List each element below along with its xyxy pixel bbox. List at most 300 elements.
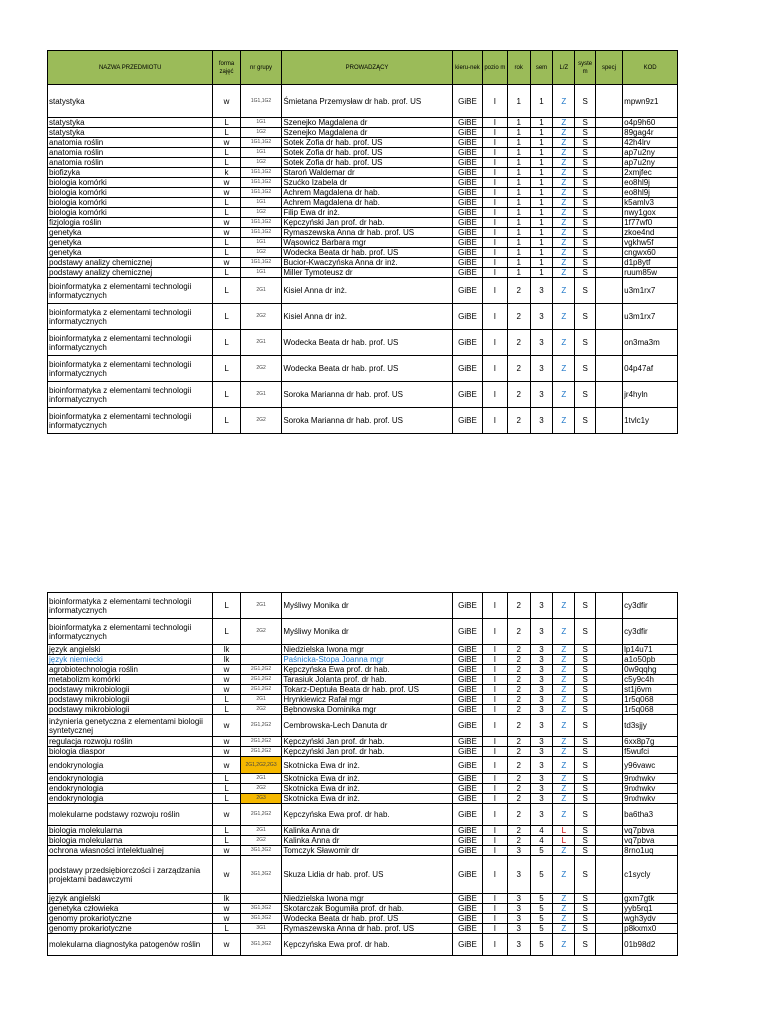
cell-semester: 3 [530,757,552,774]
cell-level: I [483,148,507,158]
cell-course-name: genetyka [48,248,213,258]
cell-system: S [575,757,595,774]
table-row [48,128,678,138]
cell-direction: GiBE [452,924,482,934]
cell-group: 1G1 [240,198,282,208]
cell-specialization [595,904,622,914]
cell-form: L [213,208,240,218]
cell-system: S [575,737,595,747]
cell-code: eo8hl9j [623,178,678,188]
cell-form: w [213,218,240,228]
table-row [48,645,678,655]
table-row [48,804,678,826]
cell-level: I [483,826,507,836]
header-cell: pozio m [483,51,507,85]
cell-system: S [575,934,595,956]
cell-teacher: Kępczyński Jan prof. dr hab. [282,737,452,747]
cell-course-name: bioinformatyka z elementami technologii informatycznych [48,304,213,330]
cell-form: L [213,924,240,934]
cell-system: S [575,278,595,304]
table-row [48,675,678,685]
cell-form: w [213,804,240,826]
cell-course-name: biologia komórki [48,188,213,198]
cell-year: 2 [507,705,530,715]
header-cell: KOD [623,51,678,85]
cell-year: 3 [507,914,530,924]
cell-group: 2G1,2G2,2G3 [240,757,282,774]
cell-specialization [595,757,622,774]
cell-course-name: agrobiotechnologia roślin [48,665,213,675]
cell-specialization [595,645,622,655]
cell-term: Z [553,934,575,956]
cell-year: 1 [507,128,530,138]
cell-code: 01b98d2 [623,934,678,956]
cell-year: 2 [507,836,530,846]
cell-system: S [575,715,595,737]
table-row [48,737,678,747]
cell-direction: GiBE [452,794,482,804]
cell-level: I [483,128,507,138]
table-row [48,304,678,330]
cell-specialization [595,258,622,268]
table-row [48,218,678,228]
table-row [48,330,678,356]
cell-semester: 5 [530,924,552,934]
cell-term: Z [553,705,575,715]
cell-semester: 3 [530,685,552,695]
cell-year: 1 [507,168,530,178]
cell-code: ap7u2ny [623,148,678,158]
cell-teacher: Cembrowska-Lech Danuta dr [282,715,452,737]
cell-teacher: Tarasiuk Jolanta prof. dr hab. [282,675,452,685]
table-row [48,924,678,934]
cell-form: L [213,705,240,715]
table-row [48,278,678,304]
cell-code: 9nxhwkv [623,784,678,794]
cell-code: vq7pbva [623,826,678,836]
cell-specialization [595,747,622,757]
cell-system: S [575,894,595,904]
table-row [48,715,678,737]
cell-specialization [595,278,622,304]
cell-term: Z [553,894,575,904]
table-row [48,619,678,645]
cell-level: I [483,846,507,856]
cell-year: 2 [507,685,530,695]
cell-level: I [483,904,507,914]
cell-year: 1 [507,188,530,198]
cell-year: 2 [507,747,530,757]
cell-teacher: Wodecka Beata dr hab. prof. US [282,356,452,382]
cell-semester: 1 [530,248,552,258]
cell-code: ba6tha3 [623,804,678,826]
cell-code: vgkhw5f [623,238,678,248]
cell-level: I [483,208,507,218]
cell-group: 1G1,1G2 [240,178,282,188]
cell-teacher: Skuza Lidia dr hab. prof. US [282,856,452,894]
cell-level: I [483,784,507,794]
cell-semester: 3 [530,774,552,784]
cell-code: wgh3ydv [623,914,678,924]
cell-group: 2G3 [240,794,282,804]
cell-term: Z [553,408,575,434]
cell-code: o4p9h60 [623,118,678,128]
cell-code: gxm7gtk [623,894,678,904]
table-row [48,685,678,695]
cell-direction: GiBE [452,846,482,856]
cell-form: w [213,178,240,188]
cell-course-name: bioinformatyka z elementami technologii informatycznych [48,593,213,619]
cell-group: 2G1,2G2 [240,715,282,737]
cell-group: 2G1,2G2 [240,685,282,695]
course-table-bottom [47,592,678,956]
cell-code: cy3dfir [623,593,678,619]
cell-group: 2G1,2G2 [240,675,282,685]
cell-term: Z [553,593,575,619]
header-cell: kieru-nek [452,51,482,85]
cell-form: w [213,747,240,757]
table-row [48,695,678,705]
cell-specialization [595,784,622,794]
cell-semester: 1 [530,128,552,138]
cell-course-name: statystyka [48,128,213,138]
cell-system: S [575,178,595,188]
cell-semester: 3 [530,747,552,757]
cell-level: I [483,665,507,675]
cell-year: 2 [507,408,530,434]
cell-code: zkoe4nd [623,228,678,238]
cell-semester: 4 [530,836,552,846]
table-row [48,158,678,168]
cell-semester: 5 [530,914,552,924]
cell-teacher: Myśliwy Monika dr [282,619,452,645]
cell-code: 2xmjfec [623,168,678,178]
cell-direction: GiBE [452,148,482,158]
cell-teacher: Skotnicka Ewa dr inż. [282,784,452,794]
cell-system: S [575,168,595,178]
cell-form: L [213,774,240,784]
cell-form: L [213,836,240,846]
cell-year: 1 [507,138,530,148]
cell-group: 2G1 [240,826,282,836]
cell-level: I [483,382,507,408]
cell-teacher: Wodecka Beata dr hab. prof. US [282,248,452,258]
cell-teacher: Szenejko Magdalena dr [282,118,452,128]
table-row [48,118,678,128]
cell-group: 2G1,2G2 [240,804,282,826]
cell-term: Z [553,258,575,268]
cell-level: I [483,924,507,934]
cell-group: 2G1 [240,593,282,619]
cell-term: Z [553,685,575,695]
cell-teacher: Skotnicka Ewa dr inż. [282,794,452,804]
cell-teacher: Hrynkiewicz Rafał mgr [282,695,452,705]
cell-code: 8rno1uq [623,846,678,856]
cell-form: L [213,826,240,836]
cell-direction: GiBE [452,248,482,258]
cell-teacher: Kępczyński Jan prof. dr hab. [282,218,452,228]
cell-form: w [213,757,240,774]
cell-term: Z [553,138,575,148]
table-row [48,593,678,619]
cell-direction: GiBE [452,382,482,408]
cell-teacher: Soroka Marianna dr hab. prof. US [282,408,452,434]
cell-level: I [483,168,507,178]
cell-year: 2 [507,356,530,382]
cell-course-name: bioinformatyka z elementami technologii informatycznych [48,330,213,356]
cell-code: cy3dfir [623,619,678,645]
cell-year: 2 [507,757,530,774]
cell-level: I [483,715,507,737]
cell-course-name: język angielski [48,645,213,655]
cell-course-name: podstawy analizy chemicznej [48,268,213,278]
cell-teacher: Skotarczak Bogumiła prof. dr hab. [282,904,452,914]
cell-level: I [483,894,507,904]
cell-level: I [483,705,507,715]
cell-form: L [213,198,240,208]
cell-direction: GiBE [452,408,482,434]
cell-form: L [213,619,240,645]
cell-year: 2 [507,382,530,408]
cell-term: Z [553,178,575,188]
cell-teacher: Kępczyńska Ewa prof. dr hab. [282,665,452,675]
cell-code: 1f77wf0 [623,218,678,228]
cell-term: Z [553,715,575,737]
cell-system: S [575,356,595,382]
cell-teacher: Kępczyński Jan prof. dr hab. [282,747,452,757]
cell-system: S [575,228,595,238]
header-cell: NAZWA PRZEDMIOTU [48,51,213,85]
cell-form: L [213,128,240,138]
cell-code: td3sjjy [623,715,678,737]
cell-direction: GiBE [452,747,482,757]
cell-semester: 3 [530,715,552,737]
cell-form: w [213,228,240,238]
cell-group: 1G2 [240,208,282,218]
cell-direction: GiBE [452,158,482,168]
cell-term: Z [553,737,575,747]
cell-form: w [213,665,240,675]
cell-specialization [595,178,622,188]
cell-system: S [575,685,595,695]
cell-system: S [575,85,595,118]
table-row [48,138,678,148]
cell-year: 2 [507,715,530,737]
table-row [48,914,678,924]
cell-semester: 5 [530,904,552,914]
cell-teacher: Achrem Magdalena dr hab. [282,198,452,208]
cell-system: S [575,304,595,330]
cell-direction: GiBE [452,655,482,665]
cell-specialization [595,118,622,128]
cell-level: I [483,268,507,278]
cell-system: S [575,846,595,856]
cell-system: S [575,248,595,258]
cell-level: I [483,228,507,238]
cell-semester: 3 [530,665,552,675]
cell-teacher: Kisiel Anna dr inż. [282,304,452,330]
cell-level: I [483,593,507,619]
cell-course-name: bioinformatyka z elementami technologii informatycznych [48,356,213,382]
cell-code: 6xx8p7g [623,737,678,747]
cell-specialization [595,856,622,894]
cell-system: S [575,904,595,914]
cell-course-name: język niemiecki [48,655,213,665]
cell-semester: 1 [530,238,552,248]
cell-direction: GiBE [452,665,482,675]
cell-term: Z [553,846,575,856]
cell-semester: 5 [530,894,552,904]
cell-group: 1G1 [240,148,282,158]
cell-level: I [483,258,507,268]
cell-form: w [213,934,240,956]
cell-semester: 3 [530,737,552,747]
cell-direction: GiBE [452,685,482,695]
cell-code: nwy1gox [623,208,678,218]
cell-system: S [575,655,595,665]
cell-semester: 1 [530,218,552,228]
cell-form: lk [213,655,240,665]
cell-system: S [575,774,595,784]
cell-code: p8kxmx0 [623,924,678,934]
cell-direction: GiBE [452,784,482,794]
cell-specialization [595,330,622,356]
cell-semester: 1 [530,258,552,268]
cell-year: 3 [507,894,530,904]
cell-course-name: genetyka człowieka [48,904,213,914]
cell-direction: GiBE [452,934,482,956]
cell-form: L [213,248,240,258]
cell-direction: GiBE [452,304,482,330]
cell-group [240,655,282,665]
cell-course-name: język angielski [48,894,213,904]
cell-system: S [575,675,595,685]
cell-course-name: biologia diaspor [48,747,213,757]
cell-course-name: podstawy mikrobiologii [48,705,213,715]
table-row [48,904,678,914]
cell-group: 1G1,1G2 [240,258,282,268]
cell-direction: GiBE [452,619,482,645]
cell-course-name: biologia komórki [48,198,213,208]
cell-term: Z [553,228,575,238]
table-row [48,655,678,665]
table-row [48,85,678,118]
cell-term: Z [553,695,575,705]
cell-system: S [575,218,595,228]
course-table-top [47,50,678,434]
cell-specialization [595,846,622,856]
table-row [48,836,678,846]
cell-direction: GiBE [452,804,482,826]
cell-course-name: anatomia roślin [48,158,213,168]
cell-group: 1G1,1G2 [240,228,282,238]
cell-group: 2G2 [240,408,282,434]
cell-course-name: podstawy analizy chemicznej [48,258,213,268]
cell-term: L [553,836,575,846]
cell-year: 2 [507,784,530,794]
header-cell: rok [507,51,530,85]
cell-specialization [595,695,622,705]
cell-direction: GiBE [452,904,482,914]
cell-semester: 3 [530,695,552,705]
cell-specialization [595,158,622,168]
cell-teacher: Bucior-Kwaczyńska Anna dr inż. [282,258,452,268]
cell-year: 2 [507,619,530,645]
table-row [48,168,678,178]
cell-year: 2 [507,593,530,619]
cell-direction: GiBE [452,168,482,178]
cell-semester: 1 [530,268,552,278]
cell-form: lk [213,894,240,904]
cell-level: I [483,655,507,665]
cell-direction: GiBE [452,856,482,894]
cell-teacher: Niedzielska Iwona mgr [282,894,452,904]
cell-group: 2G2 [240,784,282,794]
cell-level: I [483,408,507,434]
cell-level: I [483,695,507,705]
cell-code: c1sycly [623,856,678,894]
cell-system: S [575,382,595,408]
cell-course-name: biologia komórki [48,178,213,188]
cell-specialization [595,737,622,747]
cell-course-name: podstawy mikrobiologii [48,685,213,695]
cell-direction: GiBE [452,188,482,198]
cell-direction: GiBE [452,178,482,188]
table-row [48,258,678,268]
cell-code: 04p47af [623,356,678,382]
cell-direction: GiBE [452,645,482,655]
cell-system: S [575,705,595,715]
cell-teacher: Sotek Zofia dr hab. prof. US [282,138,452,148]
cell-direction: GiBE [452,757,482,774]
cell-teacher: Szućko Izabela dr [282,178,452,188]
cell-specialization [595,914,622,924]
cell-specialization [595,836,622,846]
header-cell: L/Z [553,51,575,85]
cell-direction: GiBE [452,894,482,904]
cell-year: 2 [507,804,530,826]
cell-system: S [575,804,595,826]
cell-term: Z [553,794,575,804]
cell-direction: GiBE [452,356,482,382]
cell-teacher: Szenejko Magdalena dr [282,128,452,138]
cell-level: I [483,178,507,188]
cell-group: 2G1,2G2 [240,747,282,757]
cell-semester: 1 [530,168,552,178]
cell-direction: GiBE [452,238,482,248]
cell-system: S [575,784,595,794]
cell-form: L [213,118,240,128]
cell-specialization [595,826,622,836]
cell-system: S [575,198,595,208]
cell-semester: 3 [530,382,552,408]
cell-specialization [595,894,622,904]
cell-term: Z [553,804,575,826]
cell-teacher: Skotnicka Ewa dr inż. [282,757,452,774]
cell-course-name: anatomia roślin [48,138,213,148]
cell-system: S [575,747,595,757]
cell-specialization [595,665,622,675]
cell-teacher: Soroka Marianna dr hab. prof. US [282,382,452,408]
cell-course-name: genetyka [48,238,213,248]
cell-teacher: Sotek Zofia dr hab. prof. US [282,148,452,158]
cell-form: L [213,148,240,158]
cell-specialization [595,85,622,118]
header-cell: syste m [575,51,595,85]
cell-teacher: Kalinka Anna dr [282,826,452,836]
cell-form: w [213,856,240,894]
cell-semester: 1 [530,158,552,168]
